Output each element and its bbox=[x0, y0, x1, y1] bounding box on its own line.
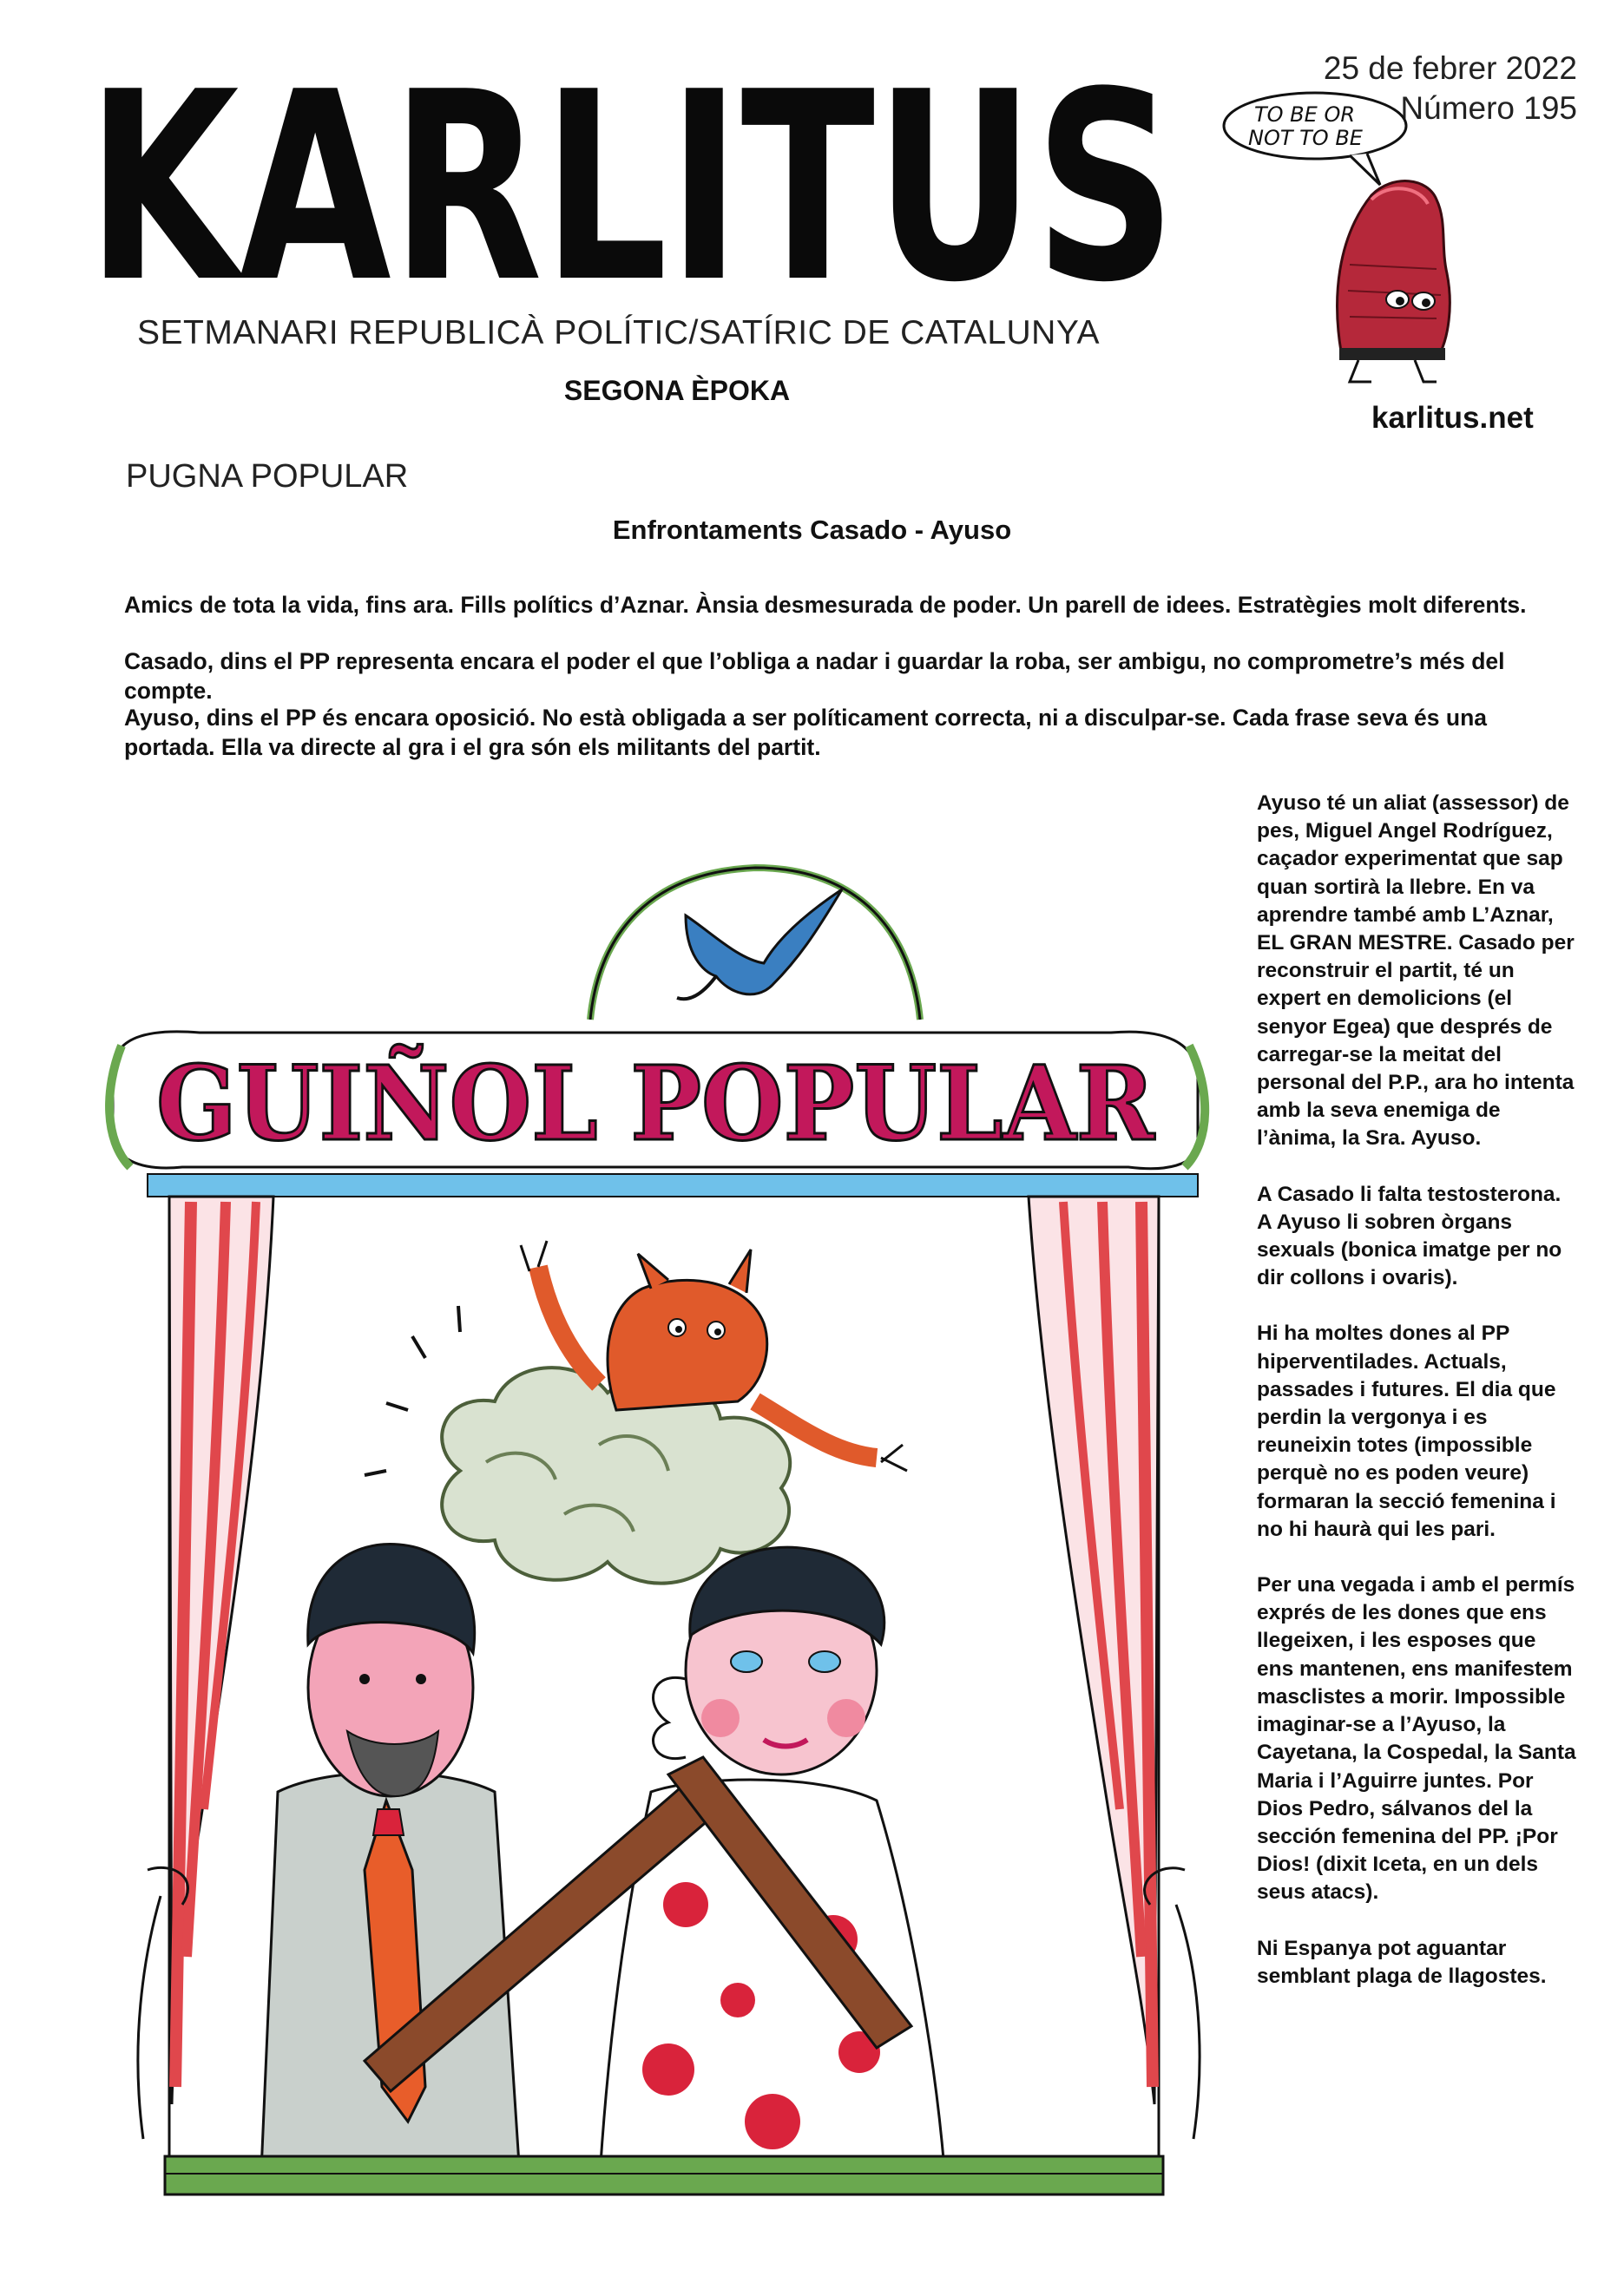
cartoon-illustration bbox=[78, 785, 1233, 2260]
masthead-tagline: SETMANARI REPUBLICÀ POLÍTIC/SATÍRIC DE CATALUNYA bbox=[137, 314, 1100, 351]
bird-icon bbox=[677, 889, 842, 999]
sidebar-paragraph-5: Ni Espanya pot aguantar semblant plaga de llagostes. bbox=[1257, 1936, 1547, 1988]
article-paragraph-3: Ayuso, dins el PP és encara oposició. No està obligada a ser políticament correcta, ni a disculpar-se. Cada frase seva és una portada. Ella va directe al gra i el gra són els militants del partit. bbox=[124, 705, 1487, 760]
masthead-epoch: SEGONA ÈPOKA bbox=[563, 375, 791, 406]
sidebar-paragraph-3: Hi ha moltes dones al PP hiperventilades. Actuals, passades i futures. El dia que perdin la vergonya i es reuneixin totes (impossible perquè no es poden veure) formaran la secció femenina i no hi haurà qui les pari. bbox=[1257, 1322, 1556, 1541]
man-puppet bbox=[260, 1544, 521, 2191]
masthead-title-text: KARLITUS bbox=[87, 50, 1176, 311]
sidebar-paragraph-2: A Casado li falta testosterona. A Ayuso li sobren òrgans sexuals (bonica imatge per no dir collons i ovaris). bbox=[1257, 1182, 1562, 1290]
issue-date: 25 de febrer 2022 bbox=[1323, 50, 1577, 86]
sidebar-column bbox=[1257, 790, 1578, 2018]
website-link[interactable]: karlitus.net bbox=[1371, 401, 1534, 435]
stage-floor bbox=[165, 2156, 1163, 2194]
right-curtain bbox=[1029, 1197, 1200, 2139]
left-curtain bbox=[138, 1197, 273, 2139]
speech-bubble bbox=[1224, 93, 1406, 185]
mascot-illustration bbox=[1220, 91, 1506, 390]
masthead-logo bbox=[87, 50, 1180, 311]
issue-number: Número 195 bbox=[1400, 90, 1577, 126]
sign-text: GUIÑOL POPULAR bbox=[156, 1043, 1155, 1164]
sign-crest bbox=[590, 868, 920, 1020]
speech-line-1: TO BE OR bbox=[1254, 102, 1356, 127]
article-title: Enfrontaments Casado - Ayuso bbox=[612, 515, 1012, 545]
sidebar-paragraph-1: Ayuso té un aliat (assessor) de pes, Miguel Angel Rodríguez, caçador experimentat que sap quan sortirà la llebre. En va aprendre també amb L’Aznar, EL GRAN MESTRE. Casado per reconstruir el partit, té un expert en demolicions (el senyor Egea) que després de carregar-se la meitat del personal del P.P., ara ho intenta amb la seva enemiga de l’ànima, la Sra. Ayuso. bbox=[1257, 791, 1575, 1151]
section-title: PUGNA POPULAR bbox=[126, 458, 409, 495]
article-paragraph-1: Amics de tota la vida, fins ara. Fills polítics d’Aznar. Ànsia desmesurada de poder. Un parell de idees. Estratègies molt diferents. bbox=[124, 592, 1527, 618]
speech-line-2: NOT TO BE bbox=[1248, 126, 1363, 150]
sidebar-paragraph-4: Per una vegada i amb el permís exprés de les dones que ens llegeixen, i les esposes que ens mantenen, ens manifestem masclistes a morir. Impossible imaginar-se a l’Ayuso, la Cayetana, la Cospedal, la Santa Maria i l’Aguirre juntes. Por Dios Pedro, sálvanos del la sección femenina del PP. ¡Por Dios! (dixit Iceta, en un dels seus atacs). bbox=[1257, 1573, 1576, 1905]
hooded-figure bbox=[1338, 181, 1450, 382]
stage-valance bbox=[148, 1174, 1198, 1197]
article-paragraph-2: Casado, dins el PP representa encara el poder el que l’obliga a nadar i guardar la roba, ser ambigu, no comprometre’s més del compte. bbox=[124, 648, 1505, 704]
